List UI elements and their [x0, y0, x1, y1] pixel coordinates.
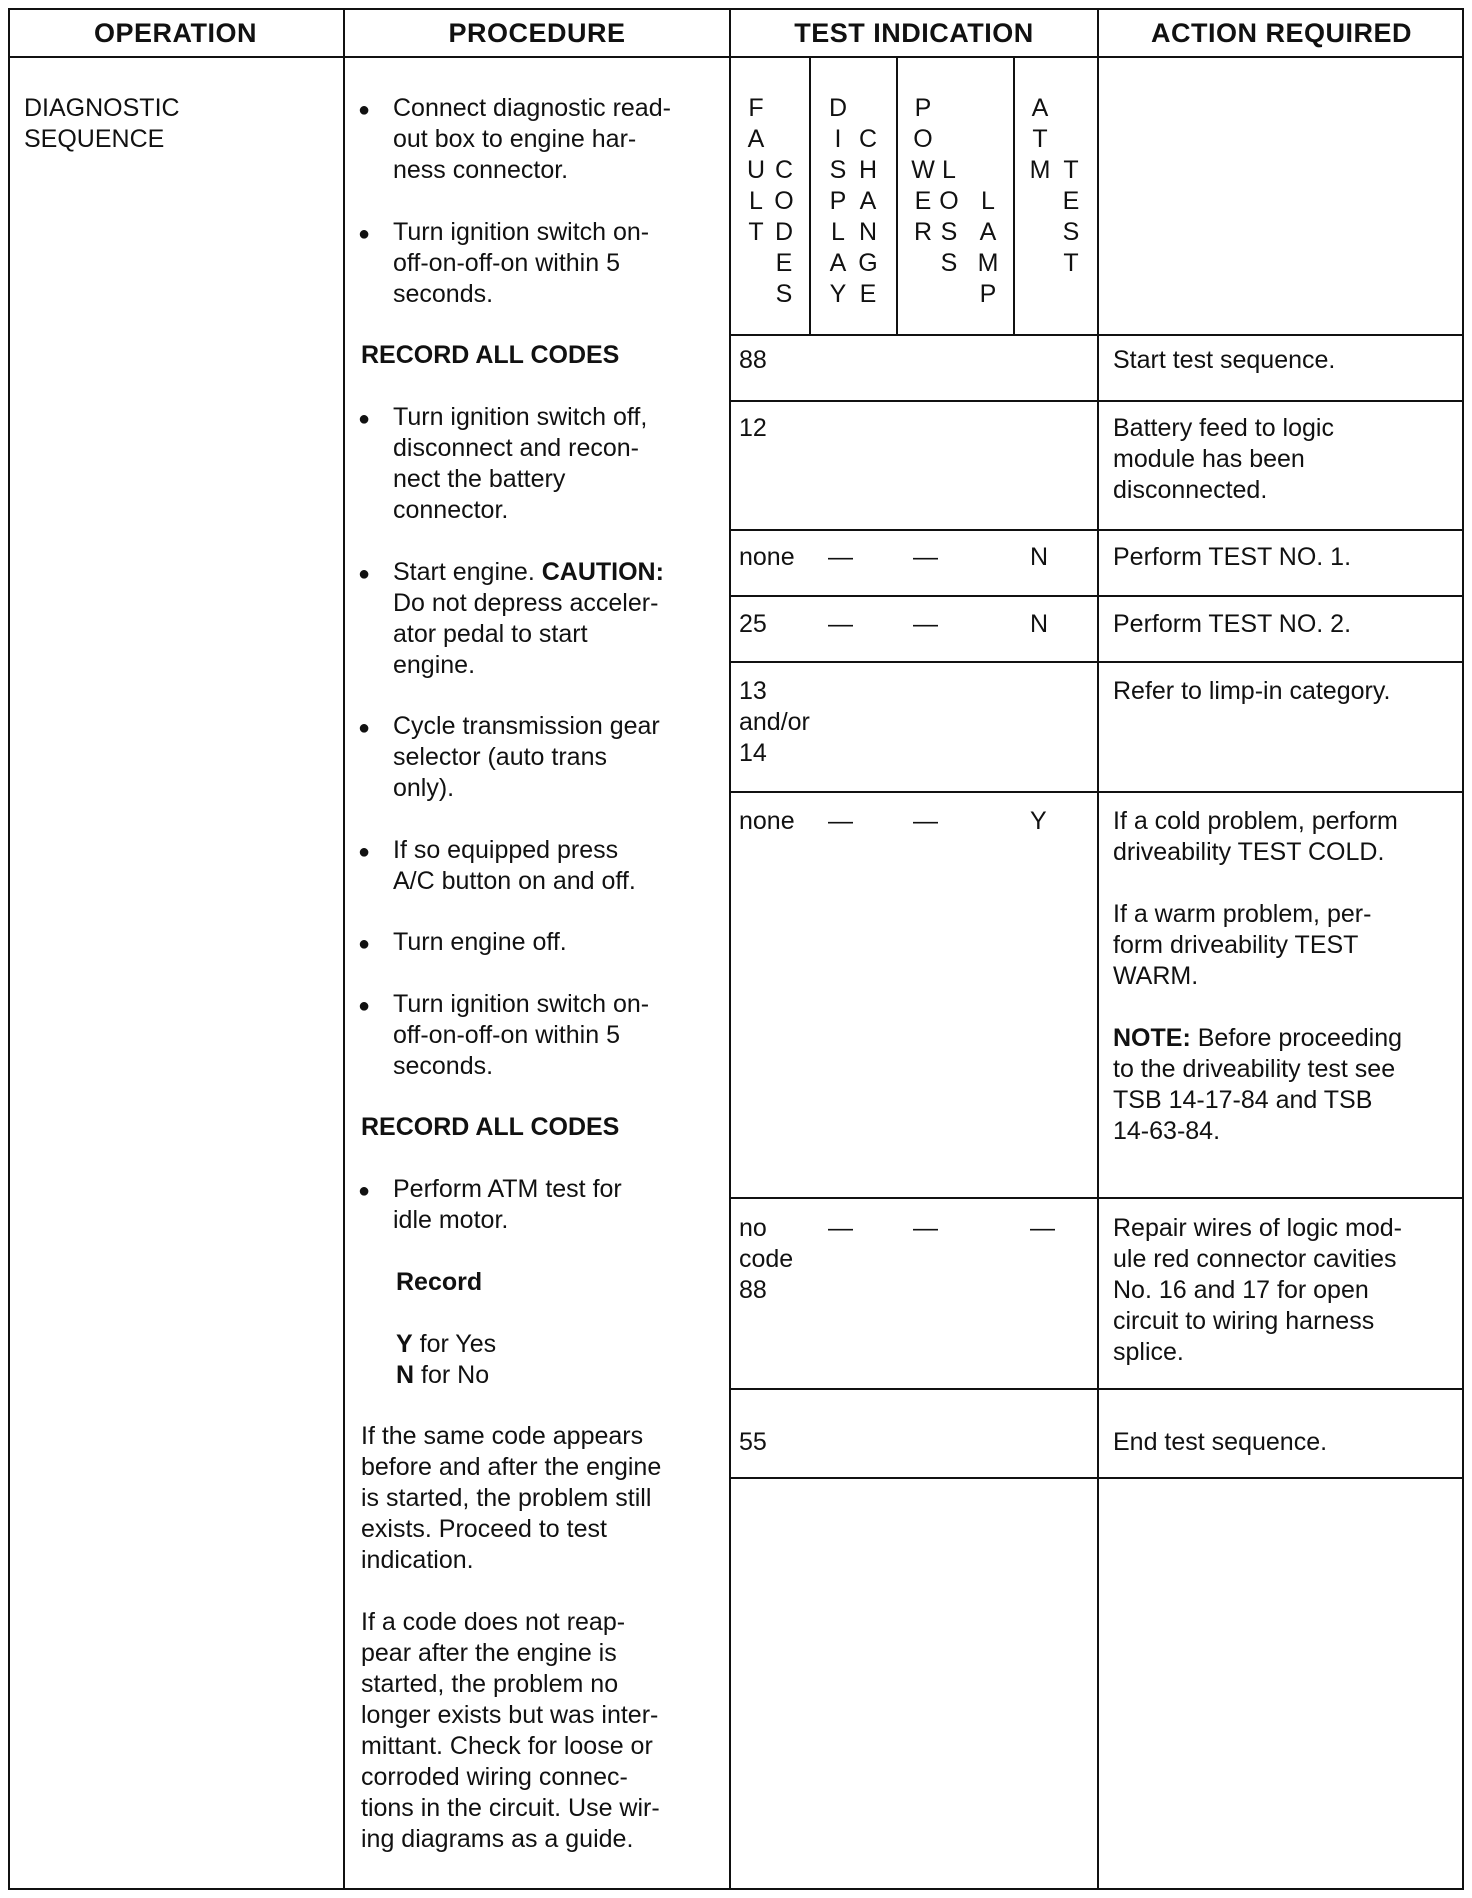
step4-lead: Start engine. [393, 558, 535, 586]
subcol-divider-3 [1013, 56, 1015, 335]
step1-line-2: out box to engine har- [393, 125, 637, 153]
row-action: form driveability TEST [1113, 931, 1359, 959]
para2-line-6: corroded wiring connec- [361, 1763, 628, 1791]
atm-result: — [1030, 1214, 1055, 1242]
operation-line-1: DIAGNOSTIC [24, 94, 180, 122]
row-action: driveability TEST COLD. [1113, 838, 1385, 866]
step4-line-1 [393, 557, 664, 588]
note-line-2: to the driveability test see [1113, 1055, 1396, 1083]
row-action: circuit to wiring harness [1113, 1307, 1375, 1335]
subcol-divider-2 [896, 56, 898, 335]
row-divider [729, 529, 1464, 531]
step5-line-1: Cycle transmission gear [393, 712, 660, 740]
divider-test-action [1097, 8, 1099, 1890]
row-divider [729, 1197, 1464, 1199]
no-text: for No [421, 1361, 490, 1389]
row-divider [729, 1388, 1464, 1390]
power-loss-dash: — [913, 1214, 938, 1242]
fault-codes-col2: C O D E S [774, 156, 794, 308]
row-action: WARM. [1113, 962, 1199, 990]
row-action: ule red connector cavities [1113, 1245, 1397, 1273]
display-change-col1: D I S P L A Y [828, 94, 848, 308]
note-text: Before proceeding [1197, 1024, 1403, 1052]
bullet-icon: ● [358, 841, 371, 863]
row-code: none [739, 807, 795, 835]
row-divider [729, 791, 1464, 793]
divider-procedure-test [729, 8, 731, 1890]
bullet-icon: ● [358, 99, 371, 121]
operation-line-2: SEQUENCE [24, 125, 165, 153]
display-dash: — [828, 807, 853, 835]
row-action: Start test sequence. [1113, 346, 1336, 374]
atm-result: Y [1030, 807, 1047, 835]
header-test-indication: TEST INDICATION [794, 17, 1034, 48]
step8-line-1: Turn ignition switch on- [393, 990, 650, 1018]
note-line-3: TSB 14-17-84 and TSB [1113, 1086, 1373, 1114]
atm-result: N [1030, 610, 1049, 638]
bullet-icon: ● [358, 717, 371, 739]
para2-line-1: If a code does not reap- [361, 1608, 626, 1636]
bullet-icon: ● [358, 933, 371, 955]
row-code: 12 [739, 414, 767, 442]
row-action: Battery feed to logic [1113, 414, 1334, 442]
row-divider [729, 595, 1464, 597]
step6-line-2: A/C button on and off. [393, 867, 636, 895]
step3-line-1: Turn ignition switch off, [393, 403, 648, 431]
atm-result: N [1030, 543, 1049, 571]
step2-line-3: seconds. [393, 280, 494, 308]
bullet-icon: ● [358, 1180, 371, 1202]
row-code: no [739, 1214, 767, 1242]
note-label: NOTE: [1113, 1024, 1191, 1052]
note-line-1 [1113, 1023, 1402, 1054]
row-code: 13 [739, 677, 767, 705]
step3-line-2: disconnect and recon- [393, 434, 639, 462]
yes-key-line [396, 1329, 496, 1360]
row-code: 25 [739, 610, 767, 638]
row-code: 88 [739, 346, 767, 374]
row-action: splice. [1113, 1338, 1184, 1366]
row-divider [729, 400, 1464, 402]
step6-line-1: If so equipped press [393, 836, 619, 864]
step5-line-3: only). [393, 774, 455, 802]
row-action: Repair wires of logic mod- [1113, 1214, 1402, 1242]
row-action: If a warm problem, per- [1113, 900, 1372, 928]
display-change-col2: C H A N G E [858, 125, 878, 308]
display-dash: — [828, 610, 853, 638]
step3-line-4: connector. [393, 496, 509, 524]
row-code: 14 [739, 739, 767, 767]
para1-line-1: If the same code appears [361, 1422, 644, 1450]
para1-line-5: indication. [361, 1546, 474, 1574]
para2-line-7: tions in the circuit. Use wir- [361, 1794, 660, 1822]
record-label: Record [396, 1268, 483, 1296]
power-loss-dash: — [913, 807, 938, 835]
yes-key: Y [396, 1330, 413, 1358]
step5-line-2: selector (auto trans [393, 743, 607, 771]
no-key: N [396, 1361, 415, 1389]
para2-line-3: started, the problem no [361, 1670, 619, 1698]
yes-text: for Yes [419, 1330, 497, 1358]
para1-line-3: is started, the problem still [361, 1484, 652, 1512]
step2-line-2: off-on-off-on within 5 [393, 249, 620, 277]
note-line-4: 14-63-84. [1113, 1117, 1221, 1145]
divider-operation-procedure [343, 8, 345, 1890]
step1-line-3: ness connector. [393, 156, 569, 184]
row-action: Perform TEST NO. 1. [1113, 543, 1352, 571]
step7-line-1: Turn engine off. [393, 928, 567, 956]
para2-line-4: longer exists but was inter- [361, 1701, 659, 1729]
row-code: and/or [739, 708, 810, 736]
atm-test-col1: A T M [1029, 94, 1051, 184]
display-dash: — [828, 1214, 853, 1242]
para1-line-4: exists. Proceed to test [361, 1515, 607, 1543]
power-loss-lamp-col3: L A M P [977, 187, 999, 308]
atm-test-col2: T E S T [1062, 156, 1080, 277]
power-loss-dash: — [913, 543, 938, 571]
caution-label: CAUTION: [541, 558, 664, 586]
step8-line-3: seconds. [393, 1052, 494, 1080]
row-divider [729, 1477, 1464, 1479]
step8-line-2: off-on-off-on within 5 [393, 1021, 620, 1049]
step4-line-2: Do not depress acceler- [393, 589, 659, 617]
no-key-line [396, 1360, 489, 1391]
row-action: disconnected. [1113, 476, 1268, 504]
step3-line-3: nect the battery [393, 465, 566, 493]
bullet-icon: ● [358, 408, 371, 430]
row-action: module has been [1113, 445, 1305, 473]
row-code: none [739, 543, 795, 571]
para2-line-5: mittant. Check for loose or [361, 1732, 653, 1760]
header-procedure: PROCEDURE [448, 17, 626, 48]
row-code: code [739, 1245, 794, 1273]
para2-line-8: ing diagrams as a guide. [361, 1825, 634, 1853]
power-loss-lamp-col1: P O W E R [911, 94, 935, 246]
record-all-codes-2: RECORD ALL CODES [361, 1113, 620, 1141]
bullet-icon: ● [358, 563, 371, 585]
para1-line-2: before and after the engine [361, 1453, 662, 1481]
step1-line-1: Connect diagnostic read- [393, 94, 671, 122]
power-loss-dash: — [913, 610, 938, 638]
row-action: Refer to limp-in category. [1113, 677, 1391, 705]
record-all-codes-1: RECORD ALL CODES [361, 341, 620, 369]
para2-line-2: pear after the engine is [361, 1639, 617, 1667]
row-divider [729, 334, 1464, 336]
step4-line-4: engine. [393, 651, 476, 679]
row-action: End test sequence. [1113, 1428, 1328, 1456]
step9-line-2: idle motor. [393, 1206, 509, 1234]
power-loss-lamp-col2: L O S S [939, 156, 959, 277]
fault-codes-col1: F A U L T [746, 94, 766, 246]
row-code: 88 [739, 1276, 767, 1304]
step4-line-3: ator pedal to start [393, 620, 588, 648]
subcol-divider-1 [809, 56, 811, 335]
row-action: No. 16 and 17 for open [1113, 1276, 1369, 1304]
step2-line-1: Turn ignition switch on- [393, 218, 650, 246]
row-action: If a cold problem, perform [1113, 807, 1398, 835]
display-dash: — [828, 543, 853, 571]
row-action: Perform TEST NO. 2. [1113, 610, 1352, 638]
row-code: 55 [739, 1428, 767, 1456]
step9-line-1: Perform ATM test for [393, 1175, 622, 1203]
row-divider [729, 661, 1464, 663]
bullet-icon: ● [358, 223, 371, 245]
bullet-icon: ● [358, 995, 371, 1017]
header-action-required: ACTION REQUIRED [1150, 17, 1412, 48]
header-operation: OPERATION [93, 17, 257, 48]
